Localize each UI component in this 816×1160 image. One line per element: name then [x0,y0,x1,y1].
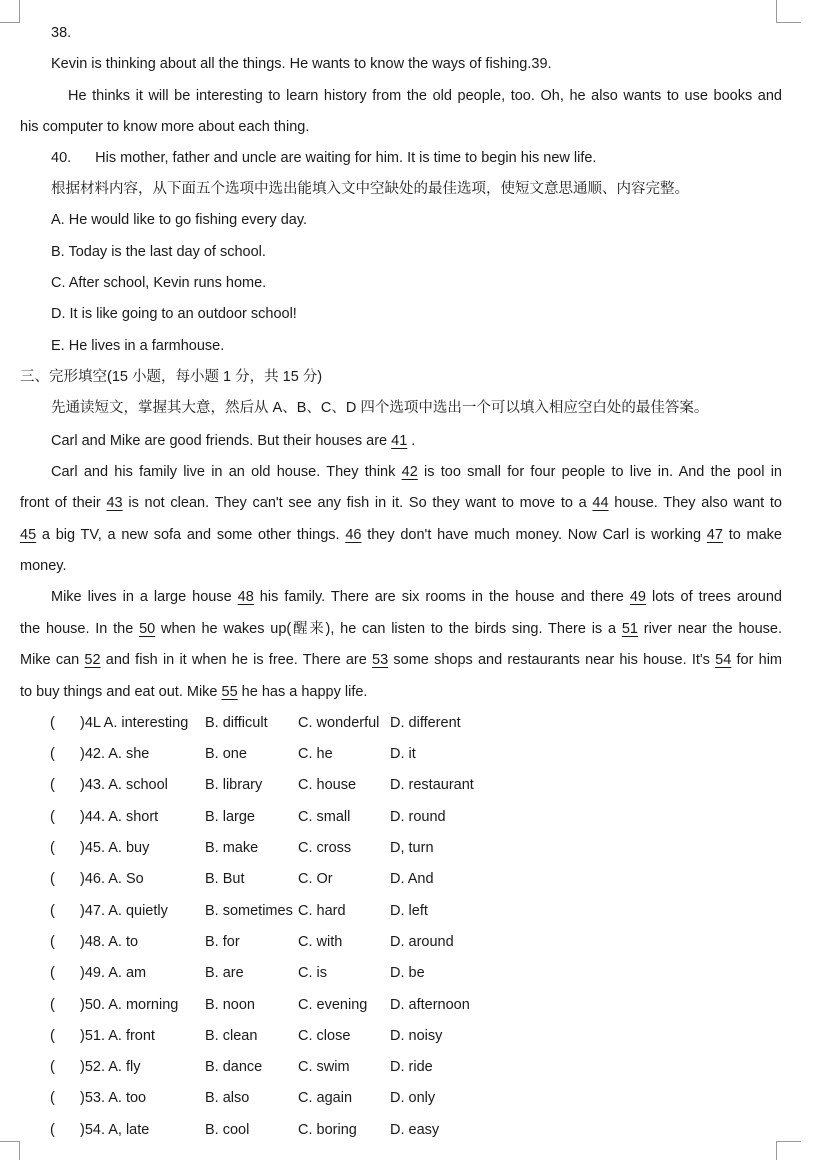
choice-a: )45. A. buy [80,840,150,856]
choice-c: C. hard [298,903,346,919]
blank-50: 50 [139,621,156,637]
option-e: E. He lives in a farmhouse. [51,338,225,354]
question-row-45 [0,838,520,858]
blank-52: 52 [84,652,101,668]
passage-line-q40 [20,148,782,168]
blank-44: 44 [592,495,609,511]
answer-paren[interactable]: ( [50,1090,55,1106]
choice-d: D. it [390,746,416,762]
blank-47: 47 [706,527,723,543]
option-a: A. He would like to go fishing every day. [51,212,308,228]
blank-46: 46 [345,527,362,543]
choice-c: C. evening [298,997,368,1013]
choice-b: B. for [205,934,240,950]
choice-c: C. cross [298,840,352,856]
crop-mark-top-left-h [0,22,20,23]
question-row-46 [0,869,520,889]
question-row-51 [0,1026,520,1046]
choice-b: B. large [205,809,255,825]
question-row-52 [0,1057,520,1077]
choice-a: )43. A. school [80,777,168,793]
question-row-48 [0,932,520,952]
question-row-42 [0,744,520,764]
cloze-paragraph-3-line: Mike lives in a large house 48 his family. There are six rooms in the house and there 49 lots of trees around [51,589,782,605]
choice-d: D. And [390,871,434,887]
question-row-47 [0,901,520,921]
cloze-paragraph-2-line: 45 a big TV, a new sofa and some other things. 46 they don't have much money. Now Carl is working 47 to make [20,527,782,543]
choice-c: C. again [298,1090,353,1106]
cloze-paragraph-2-line: money. [20,558,67,574]
choice-a: )54. A, late [80,1122,150,1138]
choice-d: D, turn [390,840,434,856]
answer-paren[interactable]: ( [50,871,55,887]
choice-c: C. small [298,809,351,825]
question-row-54 [0,1120,520,1140]
choice-b: B. cool [205,1122,250,1138]
choice-d: D. be [390,965,425,981]
blank-43: 43 [106,495,123,511]
blank-48: 48 [237,589,254,605]
answer-paren[interactable]: ( [50,997,55,1013]
choice-b: B. are [205,965,244,981]
choice-a: )48. A. to [80,934,139,950]
blank-55: 55 [221,684,238,700]
answer-paren[interactable]: ( [50,809,55,825]
cloze-instruction: 先通读短文，掌握其大意，然后从 A、B、C、D 四个选项中选出一个可以填入相应空白处的最佳答案。 [51,400,709,416]
answer-paren[interactable]: ( [50,1059,55,1075]
choice-d: D. left [390,903,428,919]
cloze-paragraph-1: Carl and Mike are good friends. But their houses are 41 . [51,433,416,449]
choice-d: D. afternoon [390,997,470,1013]
choice-a: )49. A. am [80,965,147,981]
answer-paren[interactable]: ( [50,777,55,793]
choice-a: )46. A. So [80,871,144,887]
crop-mark-top-left-v [19,0,20,22]
choice-c: C. he [298,746,333,762]
choice-d: D. around [390,934,454,950]
option-d: D. It is like going to an outdoor school! [51,306,297,322]
cloze-paragraph-3-line: the house. In the 50 when he wakes up(醒来), he can listen to the birds sing. There is a 51 river near the house. [20,621,783,637]
cloze-paragraph-3-line: to buy things and eat out. Mike 55 he has a happy life. [20,684,368,700]
option-b: B. Today is the last day of school. [51,244,266,260]
choice-a: )52. A. fly [80,1059,141,1075]
question-row-41 [0,713,520,733]
crop-mark-bottom-right-v [776,1141,777,1160]
choice-a: )47. A. quietly [80,903,168,919]
options-instruction: 根据材料内容，从下面五个选项中选出能填入文中空缺处的最佳选项，使短文意思通顺、内容完整。 [51,181,689,197]
choice-c: C. with [298,934,343,950]
blank-41: 41 [391,433,408,449]
cloze-paragraph-2-line: front of their 43 is not clean. They can't see any fish in it. So they want to move to a 44 house. They also want to [20,495,782,511]
choice-c: C. wonderful [298,715,380,731]
passage-line-q39: Kevin is thinking about all the things. He wants to know the ways of fishing.39. [51,56,552,72]
choice-d: D. noisy [390,1028,443,1044]
choice-b: B. But [205,871,245,887]
choice-c: C. boring [298,1122,357,1138]
choice-d: D. ride [390,1059,433,1075]
answer-paren[interactable]: ( [50,965,55,981]
answer-paren[interactable]: ( [50,1028,55,1044]
question-row-49 [0,963,520,983]
choice-d: D. easy [390,1122,440,1138]
question-40-text: His mother, father and uncle are waiting for him. It is time to begin his new life. [95,150,597,166]
choice-a: )51. A. front [80,1028,155,1044]
question-row-43 [0,775,520,795]
choice-b: B. make [205,840,259,856]
blank-51: 51 [621,621,638,637]
section-heading: 三、完形填空(15 小题，每小题 1 分，共 15 分) [20,369,323,385]
cloze-paragraph-3-line: Mike can 52 and fish in it when he is free. There are 53 some shops and restaurants near his house. It's 54 for him [20,652,782,668]
blank-49: 49 [629,589,646,605]
choice-a: )42. A. she [80,746,150,762]
choice-d: D. round [390,809,446,825]
option-c: C. After school, Kevin runs home. [51,275,267,291]
choice-c: C. Or [298,871,333,887]
choice-b: B. one [205,746,247,762]
cloze-paragraph-2-line: Carl and his family live in an old house. They think 42 is too small for four people to live in. And the pool in [51,464,782,480]
choice-b: B. difficult [205,715,268,731]
blank-54: 54 [715,652,732,668]
choice-c: C. swim [298,1059,350,1075]
choice-b: B. clean [205,1028,258,1044]
answer-paren[interactable]: ( [50,1122,55,1138]
blank-42: 42 [401,464,418,480]
crop-mark-bottom-right-h [776,1141,801,1142]
choice-d: D. only [390,1090,436,1106]
choice-c: C. close [298,1028,351,1044]
choice-a: )53. A. too [80,1090,147,1106]
choice-a: )44. A. short [80,809,159,825]
choice-a: )4L A. interesting [80,715,189,731]
choice-b: B. also [205,1090,250,1106]
answer-paren[interactable]: ( [50,934,55,950]
crop-mark-bottom-left-v [19,1141,20,1160]
choice-b: B. sometimes [205,903,293,919]
choice-b: B. library [205,777,263,793]
answer-paren[interactable]: ( [50,715,55,731]
blank-45: 45 [20,527,37,543]
choice-b: B. dance [205,1059,263,1075]
question-row-44 [0,807,520,827]
choice-b: B. noon [205,997,255,1013]
answer-paren[interactable]: ( [50,746,55,762]
blank-53: 53 [372,652,389,668]
choice-a: )50. A. morning [80,997,179,1013]
answer-paren[interactable]: ( [50,903,55,919]
question-row-50 [0,995,520,1015]
choice-c: C. house [298,777,357,793]
choice-d: D. different [390,715,461,731]
choice-d: D. restaurant [390,777,474,793]
crop-mark-top-right-v [776,0,777,22]
passage-line: his computer to know more about each thing. [20,119,310,135]
question-38-label: 38. [51,25,72,41]
question-40-label: 40. [51,150,72,166]
answer-paren[interactable]: ( [50,840,55,856]
passage-line: He thinks it will be interesting to learn history from the old people, too. Oh, he also wants to use books and [68,88,782,104]
choice-c: C. is [298,965,327,981]
question-row-53 [0,1088,520,1108]
crop-mark-bottom-left-h [0,1141,20,1142]
